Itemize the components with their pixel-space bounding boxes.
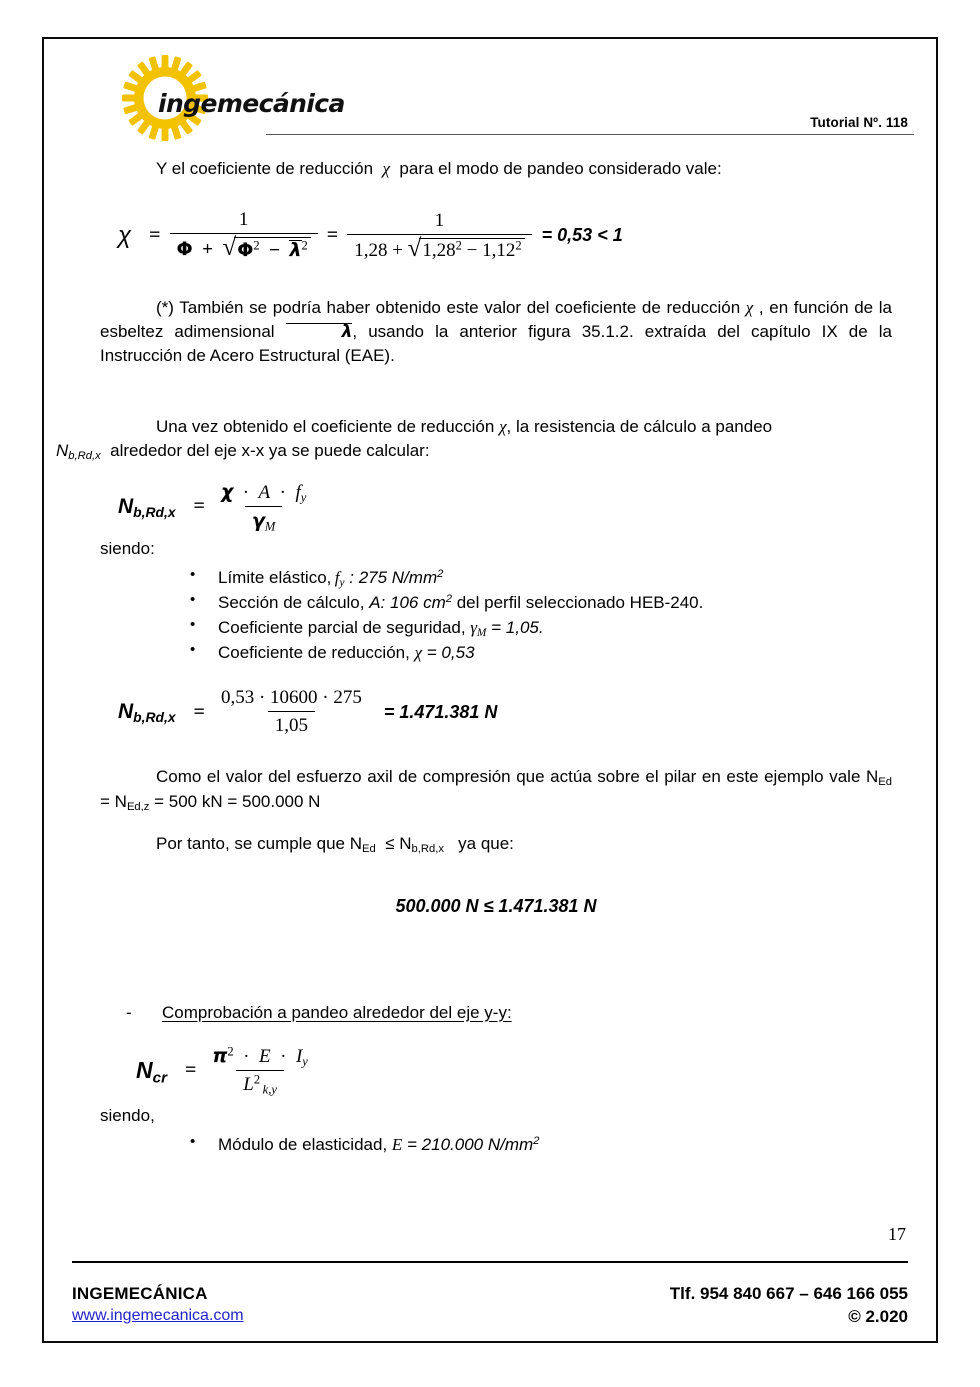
chi-symbol-3: χ bbox=[499, 416, 507, 436]
formula-nbrdx-equals: = bbox=[193, 495, 205, 518]
formula-nbrdx-denominator: $\gamma_M$ bbox=[245, 506, 282, 533]
parameters-list-2 bbox=[100, 1132, 892, 1157]
label-siendo-2: siendo, bbox=[100, 1105, 155, 1125]
formula-chi-denominator-1: Φ + √ $\Phi^2 - \lambda^2$ bbox=[170, 233, 318, 262]
list-item: • Coeficiente parcial de seguridad, $\gamma_M = 1,05$. bbox=[184, 615, 892, 640]
label-siendo-1: siendo: bbox=[100, 538, 155, 558]
formula-nbrdx-numeric bbox=[100, 687, 892, 737]
formula-nbrdx-lhs: $N_{b,Rd,x}$ bbox=[118, 494, 176, 520]
document-body bbox=[56, 157, 892, 1157]
nbrdx-inline-symbol: $N_{b,Rd,x}$ bbox=[56, 440, 101, 462]
section-heading-text: Comprobación a pandeo alrededor del eje y-y: bbox=[162, 1002, 512, 1022]
paragraph-intro-chi: Y el coeficiente de reducción χ para el modo de pandeo considerado vale: bbox=[156, 159, 722, 178]
formula-chi-numerator-1: 1 bbox=[238, 209, 249, 231]
formula-chi-lhs: χ bbox=[118, 221, 132, 249]
formula-nbrdx-numeric-lhs: $N_{b,Rd,x}$ bbox=[118, 700, 176, 726]
formula-chi-fraction-1 bbox=[170, 209, 318, 262]
formula-nbrdx-numerator: $\chi \cdot A \cdot f_y$ bbox=[220, 480, 307, 505]
formula-chi-equals-2: = bbox=[326, 224, 339, 247]
inequality-result: 500.000 N ≤ 1.471.381 N bbox=[395, 895, 597, 916]
lambda-bar-symbol: λ bbox=[286, 323, 353, 341]
tutorial-number: Tutorial Nº. 118 bbox=[810, 115, 908, 130]
formula-ncr-numerator: $\pi^2 \cdot E \cdot I_y$ bbox=[212, 1044, 308, 1069]
document-page bbox=[42, 37, 938, 1343]
formula-ncr bbox=[100, 1045, 892, 1096]
formula-chi-fraction-2 bbox=[347, 210, 531, 262]
logo-wordmark: ingemecánica bbox=[158, 89, 345, 118]
footer-website-link[interactable]: www.ingemecanica.com bbox=[72, 1307, 244, 1324]
paragraph-resistance-intro: Una vez obtenido el coeficiente de reducción χ, la resistencia de cálculo a pandeo bbox=[156, 416, 773, 436]
paragraph-axial-force: Como el valor del esfuerzo axil de compresión que actúa sobre el pilar en este ejemplo vale $N_{Ed} = N_{Ed,z} = 500$ kN = 500.000 N bbox=[100, 767, 892, 813]
formula-ncr-denominator: $L^2$ $_{k,y}$ bbox=[236, 1070, 284, 1096]
page-header bbox=[44, 39, 936, 149]
formula-chi bbox=[100, 209, 892, 262]
formula-ncr-fraction bbox=[205, 1045, 314, 1096]
formula-nbrdx-fraction bbox=[214, 481, 313, 533]
section-heading-y-axis bbox=[100, 1003, 892, 1023]
formula-chi-numerator-2: 1 bbox=[434, 209, 445, 231]
page-footer bbox=[72, 1284, 908, 1327]
header-divider bbox=[266, 134, 914, 135]
formula-nbrdx-numeric-equals: = bbox=[193, 700, 205, 723]
list-item: • Coeficiente de reducción, χ = 0,53 bbox=[184, 640, 892, 665]
formula-nbrdx-symbolic bbox=[100, 481, 892, 533]
section-dash-marker: - bbox=[126, 1002, 132, 1022]
footer-phone: Tlf. 954 840 667 – 646 166 055 bbox=[669, 1284, 908, 1303]
paragraph-resistance-intro-line2: $N_{b,Rd,x}$ alrededor del eje x-x ya se puede calcular: bbox=[56, 440, 430, 462]
paragraph-verification: Por tanto, se cumple que $N_{Ed} \le N_{b,Rd,x}$ ya que: bbox=[156, 833, 514, 855]
formula-nbrdx-numeric-fraction bbox=[214, 687, 369, 737]
footer-brand: INGEMECÁNICA bbox=[72, 1284, 208, 1303]
list-item: • Límite elástico, $f_y$ : 275 $N/mm^2$ bbox=[184, 565, 892, 590]
formula-ncr-equals: = bbox=[184, 1058, 197, 1081]
chi-symbol-2: χ bbox=[745, 298, 754, 318]
paragraph-alternative-method: (*) También se podría haber obtenido este valor del coeficiente de reducción χ , en función de la esbeltez adimensional λ, usando la anterior figura 35.1.2. extraída del capítulo IX de la Instrucción de Acero Estructural (EAE). bbox=[100, 298, 892, 366]
formula-nbrdx-numeric-result: = 1.471.381 N bbox=[378, 701, 498, 722]
formula-chi-equals-1: = bbox=[149, 224, 161, 247]
formula-chi-result: = 0,53 < 1 bbox=[541, 225, 623, 246]
footer-copyright: © 2.020 bbox=[848, 1307, 908, 1326]
list-item: • Sección de cálculo, A: 106 $cm^2$ del perfil seleccionado HEB-240. bbox=[184, 590, 892, 615]
formula-nbrdx-numeric-numerator: 0,53 · 10600 · 275 bbox=[220, 687, 362, 709]
formula-ncr-lhs: $N_{cr}$ bbox=[136, 1056, 167, 1086]
parameters-list-1 bbox=[100, 565, 892, 666]
list-item: • Módulo de elasticidad, E = 210.000 $N/mm^2$ bbox=[184, 1132, 892, 1157]
formula-nbrdx-numeric-denominator: 1,05 bbox=[268, 711, 315, 737]
page-number: 17 bbox=[888, 1224, 906, 1244]
footer-divider bbox=[72, 1261, 908, 1263]
chi-symbol: χ bbox=[382, 159, 390, 178]
formula-chi-denominator-2: 1,28 + √ $1,28^2 - 1,12^2$ bbox=[347, 234, 531, 262]
